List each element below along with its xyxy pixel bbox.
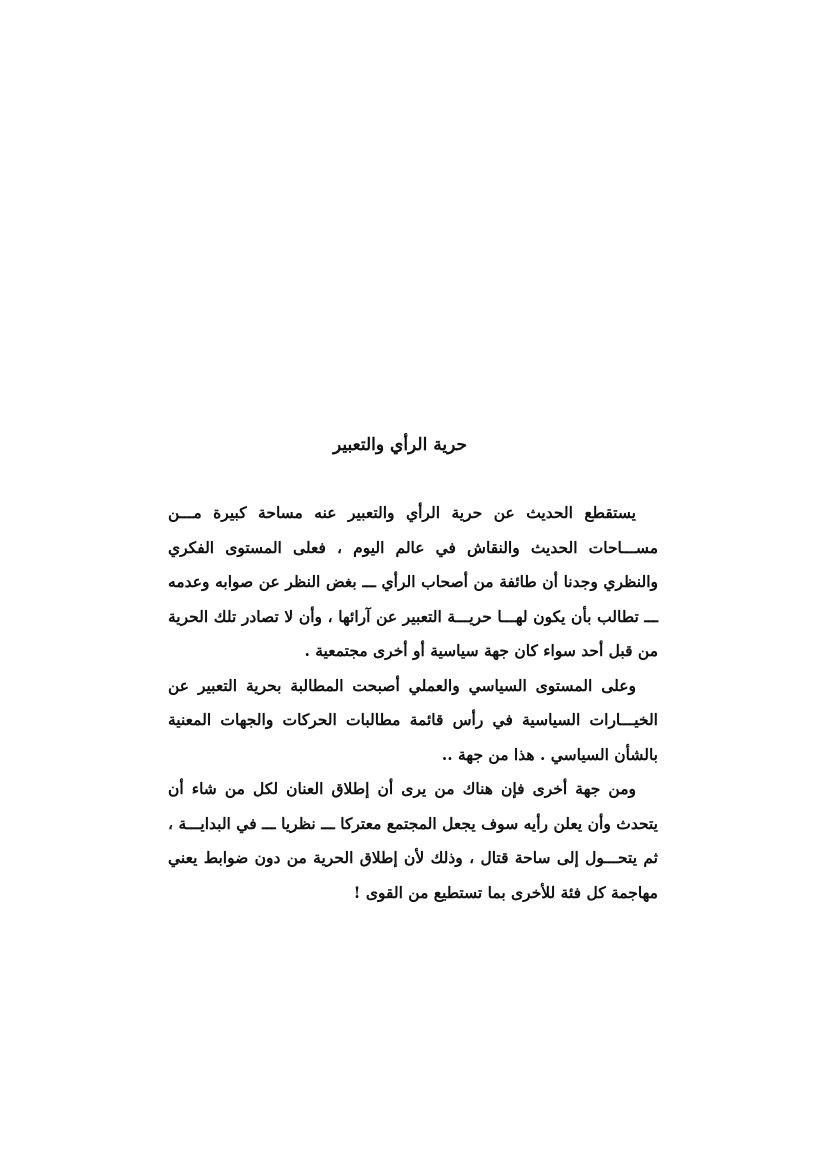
paragraph-2: وعلى المستوى السياسي والعملي أصبحت المطالبة بحرية التعبير عن الخيـــارات السياسية في رأس قائمة مطالبات الحركات والجهات المعنية بالشأن السياسي . هذا من جهة ..	[168, 675, 658, 764]
page-title: حرية الرأي والتعبير	[333, 435, 467, 455]
paragraph-1: يستقطع الحديث عن حرية الرأي والتعبير عنه مساحة كبيرة مـــن مســـاحات الحديث والنقاش في عالم اليوم ، فعلى المستوى الفكري والنظري وجدنا أن طائفة من أصحاب الرأي ـــ بغض النظر عن صوابه وعدمه ـــ تطالب بأن يكون لهـــا حريـــة التعبير عن آرائها ، وأن لا تصادر تلك الحرية من قبل أحد سواء كان جهة سياسية أو أخرى مجتمعية .	[168, 503, 658, 660]
paragraph-3: ومن جهة أخرى فإن هناك من يرى أن إطلاق العنان لكل من شاء أن يتحدث وأن يعلن رأيه سوف يجعل المجتمع معتركا ـــ نظريا ـــ في البدايـــة ، ثم يتحـــول إلى ساحة قتال ، وذلك لأن إطلاق الحرية من دون ضوابط يعني مهاجمة كل فئة للأخرى بما تستطيع من القوى !	[168, 779, 658, 902]
body-text	[168, 496, 658, 910]
